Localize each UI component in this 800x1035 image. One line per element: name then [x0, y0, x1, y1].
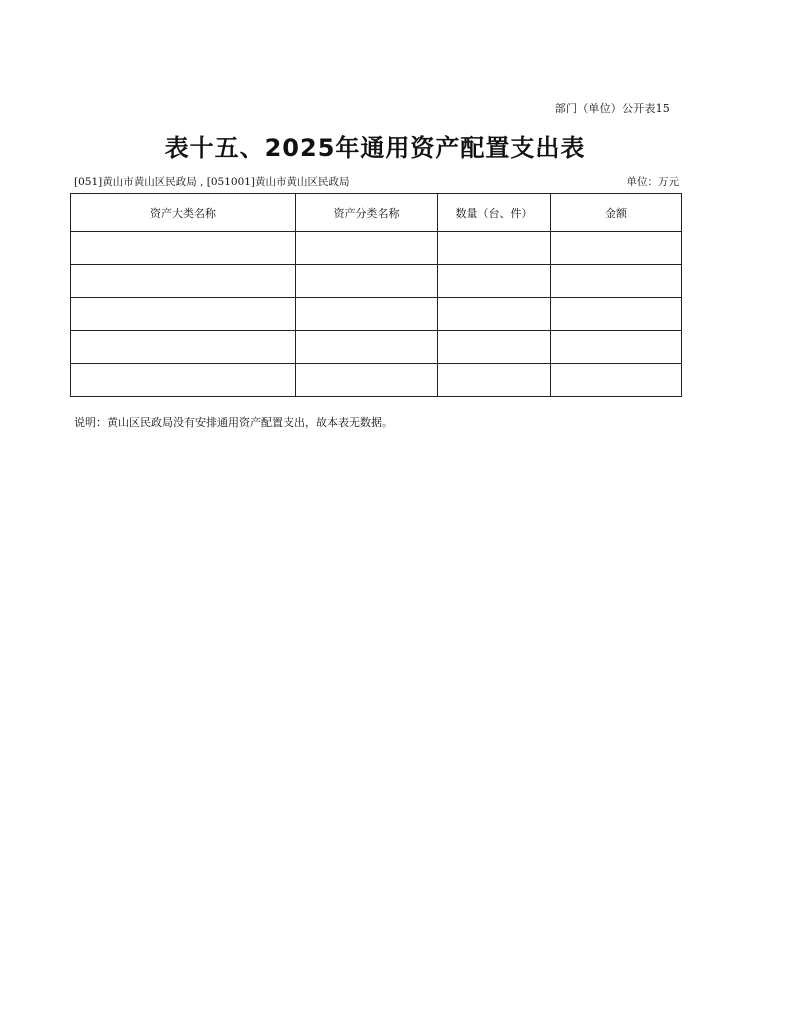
table-cell	[296, 298, 438, 331]
table-cell	[438, 232, 551, 265]
table-cell	[551, 265, 682, 298]
table-cell	[71, 298, 296, 331]
table-cell	[551, 298, 682, 331]
table-row	[71, 265, 682, 298]
table-cell	[296, 331, 438, 364]
table-cell	[296, 364, 438, 397]
column-header-quantity: 数量（台、件）	[438, 194, 551, 232]
table-cell	[71, 232, 296, 265]
table-cell	[438, 364, 551, 397]
table-cell	[71, 331, 296, 364]
table-cell	[438, 331, 551, 364]
table-row	[71, 364, 682, 397]
page-title: 表十五、2025年通用资产配置支出表	[164, 134, 586, 162]
table-meta	[74, 174, 679, 189]
table-cell	[296, 232, 438, 265]
unit-info: [051]黄山市黄山区民政局 , [051001]黄山市黄山区民政局	[74, 176, 350, 188]
table-note: 说明：黄山区民政局没有安排通用资产配置支出，故本表无数据。	[74, 416, 393, 429]
table-row	[71, 331, 682, 364]
table-cell	[71, 364, 296, 397]
table-cell	[438, 265, 551, 298]
table-cell	[438, 298, 551, 331]
asset-allocation-table	[70, 193, 682, 397]
table-header-row	[71, 194, 682, 232]
form-number: 部门（单位）公开表15	[554, 102, 670, 115]
column-header-amount: 金额	[551, 194, 682, 232]
table-row	[71, 232, 682, 265]
column-header-asset-category: 资产大类名称	[71, 194, 296, 232]
currency-unit: 单位：万元	[626, 176, 679, 188]
table-cell	[71, 265, 296, 298]
table-cell	[551, 232, 682, 265]
table-row	[71, 298, 682, 331]
table-cell	[296, 265, 438, 298]
table-cell	[551, 331, 682, 364]
table-cell	[551, 364, 682, 397]
column-header-asset-class: 资产分类名称	[296, 194, 438, 232]
